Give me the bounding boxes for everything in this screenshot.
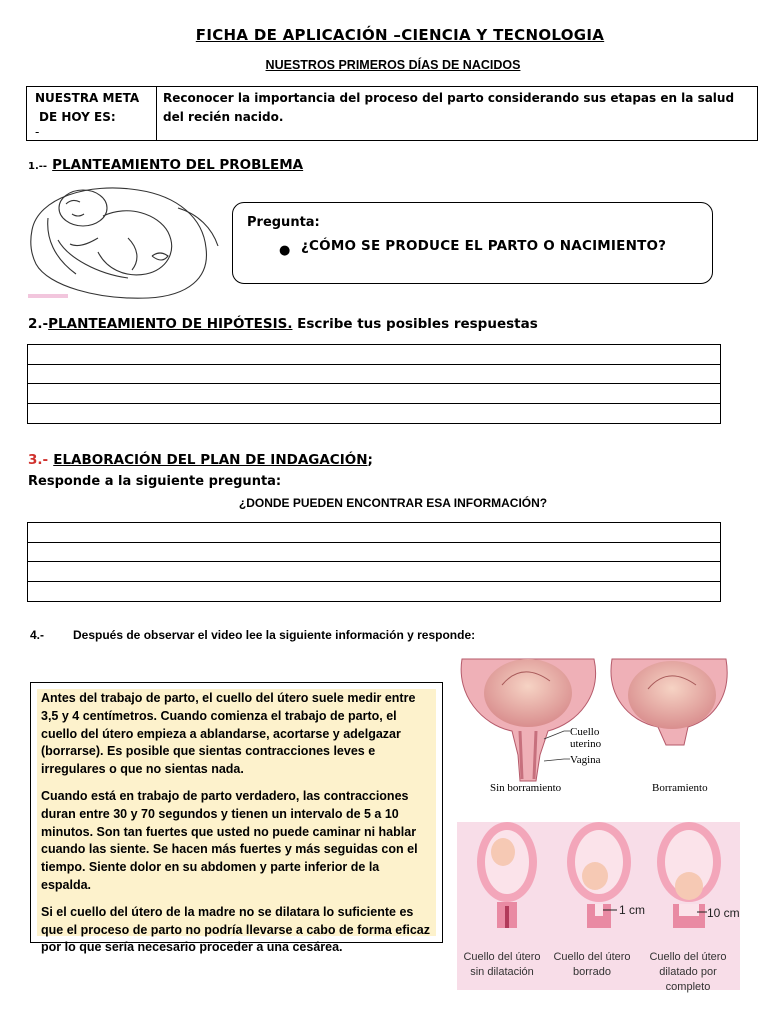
section1-title: PLANTEAMIENTO DEL PROBLEMA — [52, 157, 304, 173]
goal-label-line1: NUESTRA META — [35, 91, 140, 105]
caption-effaced — [549, 950, 635, 980]
section1-number: 1.-- — [28, 161, 48, 172]
label-cuello: Cuello — [570, 726, 600, 738]
info-paragraph: Si el cuello del útero de la madre no se dilatara lo suficiente es que el proceso de parto no podría llevarse a cabo de forma eficaz por lo que sería necesario proceder a una cesárea. — [41, 904, 431, 955]
goal-text: Reconocer la importancia del proceso del parto considerando sus etapas en la salud del recién nacido. — [163, 91, 735, 124]
caption-borramiento: Borramiento — [652, 782, 708, 794]
answer-line[interactable] — [28, 404, 720, 424]
section4-number: 4.- — [30, 628, 45, 642]
cervix-dilation-figure — [457, 822, 740, 993]
page-subtitle: NUESTROS PRIMEROS DÍAS DE NACIDOS — [265, 58, 521, 72]
answer-line[interactable] — [28, 384, 720, 404]
bullet-icon: ● — [279, 243, 291, 258]
measure-10cm: 10 cm — [707, 906, 740, 920]
goal-label — [27, 87, 157, 140]
caption-line: dilatado por completo — [659, 966, 717, 993]
section2-title: PLANTEAMIENTO DE HIPÓTESIS. — [48, 316, 293, 332]
answer-line[interactable] — [28, 523, 720, 543]
section3-heading — [28, 449, 373, 468]
answer-line[interactable] — [28, 365, 720, 385]
section2-number: 2.- — [28, 316, 49, 332]
section3-instruction: Responde a la siguiente pregunta: — [28, 474, 282, 489]
caption-no-dilation — [459, 950, 545, 980]
information-answer-lines[interactable] — [27, 522, 721, 602]
section3-title-suffix: ; — [367, 452, 373, 468]
caption-sin-borramiento: Sin borramiento — [490, 782, 562, 794]
measure-1cm: 1 cm — [619, 903, 646, 917]
caption-line: Cuello del útero — [649, 951, 727, 963]
caption-line: Cuello del útero — [463, 951, 541, 963]
caption-fully-dilated — [637, 950, 739, 995]
info-text — [37, 689, 436, 955]
section2-heading — [28, 313, 538, 332]
caption-line: borrado — [573, 966, 611, 978]
hypothesis-answer-lines[interactable] — [27, 344, 721, 424]
dilation-illustration — [457, 822, 740, 932]
question-box — [232, 202, 713, 284]
newborn-illustration — [28, 178, 228, 300]
cervix-effacement-figure — [452, 655, 732, 805]
goal-label-line2: DE HOY ES: — [39, 110, 116, 124]
page-title: FICHA DE APLICACIÓN –CIENCIA Y TECNOLOGIA — [195, 26, 605, 44]
section4-instruction: Después de observar el video lee la siguiente información y responde: — [73, 628, 476, 642]
section2-instruction: Escribe tus posibles respuestas — [292, 316, 538, 332]
goal-box — [26, 86, 758, 141]
section3-number: 3.- — [28, 452, 49, 468]
goal-label-dash: - — [35, 125, 40, 139]
section1-heading — [28, 154, 303, 173]
question-label: Pregunta: — [247, 215, 320, 230]
print-mark — [28, 294, 68, 298]
section3-question: ¿DONDE PUEDEN ENCONTRAR ESA INFORMACIÓN? — [238, 496, 548, 510]
section3-title: ELABORACIÓN DEL PLAN DE INDAGACIÓN — [53, 452, 368, 468]
info-box — [30, 682, 443, 955]
info-paragraph: Antes del trabajo de parto, el cuello del útero suele medir entre 3,5 y 4 centímetros. Cuando comienza el trabajo de parto, el cuello del útero empieza a ablandarse, acortarse y adelgazar (borrarse). Es posible que sientas contracciones leves e irregulares o que no sientas nada. — [41, 691, 416, 777]
info-paragraph: Cuando está en trabajo de parto verdadero, las contracciones duran entre 30 y 70 segundos y tienen un intervalo de 5 a 10 minutos. Son tan fuertes que usted no puede caminar ni hablar cuando las siente. Se hacen más fuertes y más seguidas con el tiempo. Siente dolor en su abdomen y parte inferior de la espalda. — [41, 788, 418, 892]
caption-line: sin dilatación — [470, 966, 534, 978]
answer-line[interactable] — [28, 582, 720, 602]
caption-line: Cuello del útero — [553, 951, 631, 963]
label-uterino: uterino — [570, 738, 602, 750]
label-vagina: Vagina — [570, 754, 601, 766]
answer-line[interactable] — [28, 345, 720, 365]
main-question: ¿CÓMO SE PRODUCE EL PARTO O NACIMIENTO? — [301, 238, 667, 254]
answer-line[interactable] — [28, 562, 720, 582]
answer-line[interactable] — [28, 543, 720, 563]
